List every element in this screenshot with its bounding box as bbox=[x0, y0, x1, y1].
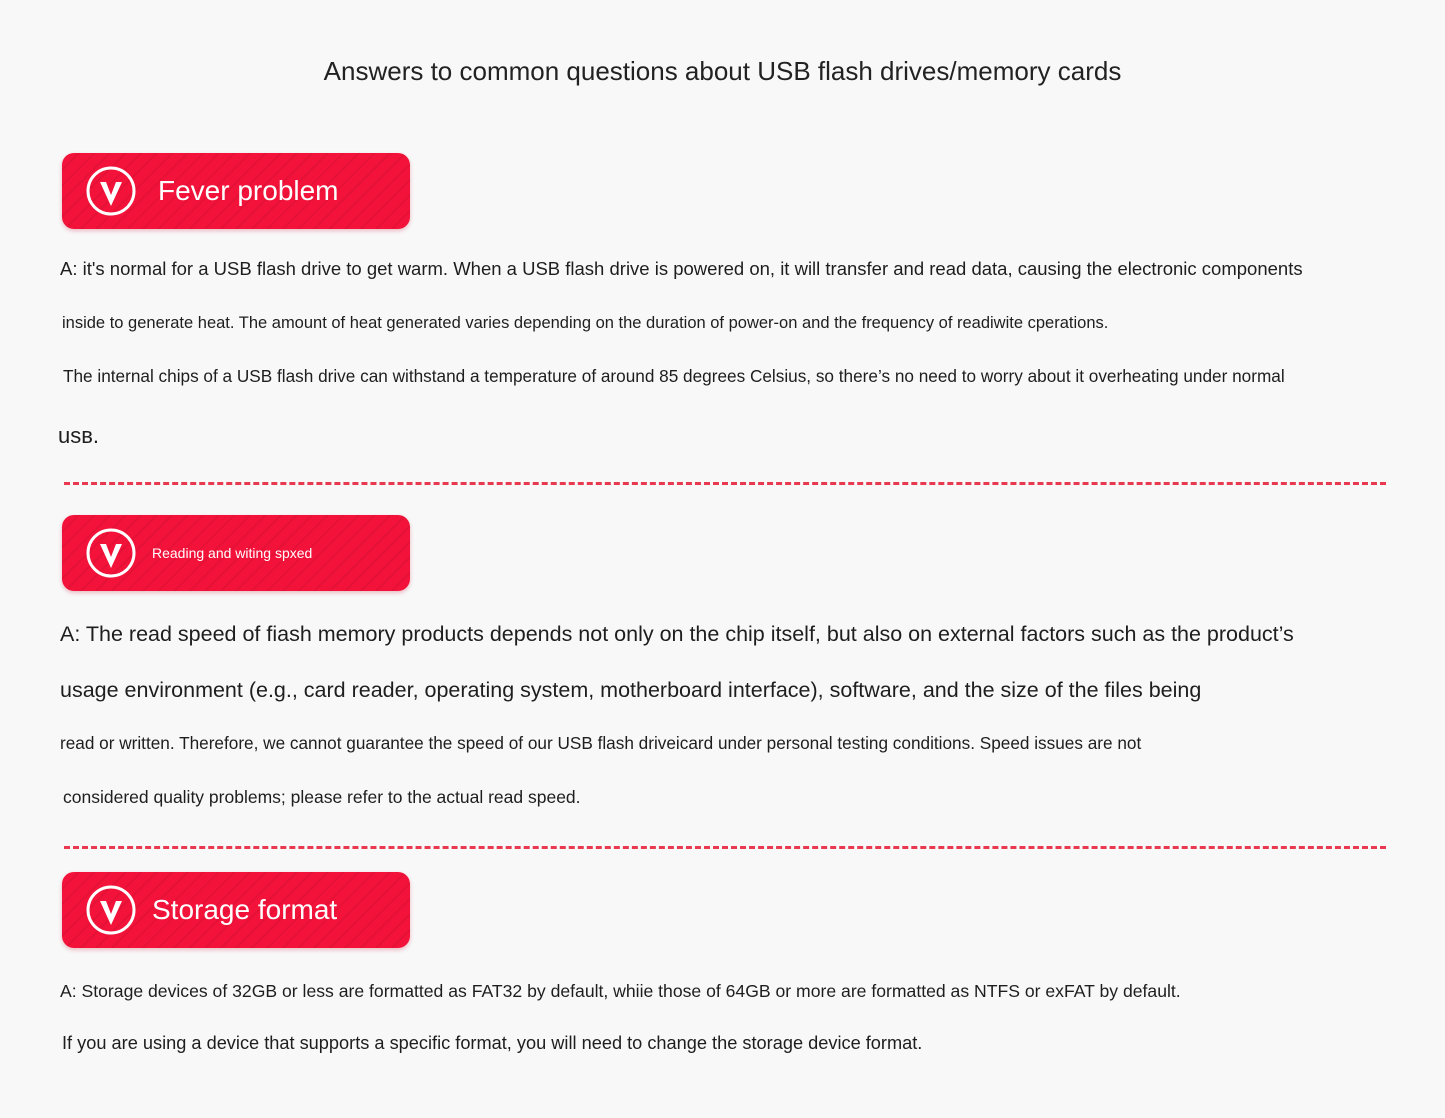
answer-line: A: Storage devices of 32GB or less are formatted as FAT32 by default, whiie those of 64GB or more are formatted as NTFS or exFAT by default. bbox=[60, 981, 1181, 1001]
section-divider bbox=[64, 846, 1386, 849]
answer-line: usв. bbox=[58, 423, 100, 448]
answer-line: A: The read speed of fiash memory products depends not only on the chip itself, but also on external factors such as the product’s bbox=[60, 622, 1294, 646]
section-heading: Fever problem bbox=[158, 175, 339, 206]
section-banner-storage-format bbox=[62, 872, 410, 948]
answer-line: If you are using a device that supports a specific format, you will need to change the storage device format. bbox=[62, 1033, 923, 1053]
section-banner-fever-problem bbox=[62, 153, 410, 229]
answer-line: A: it's normal for a USB flash drive to get warm. When a USB flash drive is powered on, it will transfer and read data, causing the electronic components bbox=[60, 258, 1303, 279]
answer-line: considered quality problems; please refer to the actual read speed. bbox=[63, 787, 581, 807]
section-heading: Reading and witing spxed bbox=[152, 545, 313, 561]
page-title: Answers to common questions about USB flash drives/memory cards bbox=[323, 56, 1122, 86]
answer-line: inside to generate heat. The amount of heat generated varies depending on the duration of power-on and the frequency of readiwite cperations. bbox=[62, 314, 1109, 332]
checkmark-circle-icon bbox=[86, 166, 136, 216]
answer-line: The internal chips of a USB flash drive can withstand a temperature of around 85 degrees Celsius, so there’s no need to worry about it overheating under normal bbox=[63, 366, 1285, 386]
checkmark-circle-icon bbox=[86, 885, 136, 935]
answer-line: usage environment (e.g., card reader, operating system, motherboard interface), software, and the size of the files being bbox=[60, 678, 1202, 702]
section-divider bbox=[64, 482, 1386, 485]
checkmark-circle-icon bbox=[86, 528, 136, 578]
answer-line: read or written. Therefore, we cannot guarantee the speed of our USB flash driveicard under personal testing conditions. Speed issues are not bbox=[60, 733, 1142, 753]
section-heading: Storage format bbox=[152, 894, 338, 925]
section-banner-reading-writing-speed bbox=[62, 515, 410, 591]
